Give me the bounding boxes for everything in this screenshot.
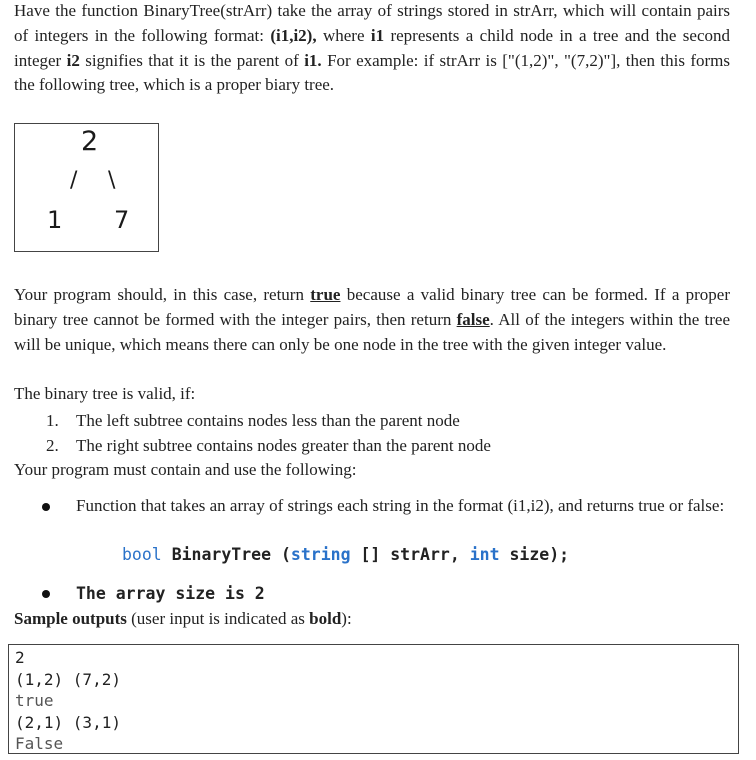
sample-outputs-label: Sample outputs (user input is indicated as bold): [14, 609, 352, 628]
sample-console [8, 644, 739, 754]
must-contain-line: Your program must contain and use the following: [14, 460, 357, 479]
false-keyword: false [456, 309, 490, 329]
function-signature: bool BinaryTree (string [] strArr, int size); [122, 545, 570, 564]
console-line: (1,2) (7,2) [15, 669, 121, 689]
tree-diagram [14, 123, 159, 252]
console-line: (2,1) (3,1) [15, 712, 121, 732]
tree-left-edge: / [70, 168, 78, 193]
tree-right-edge: \ [108, 168, 116, 193]
tree-right-node: 7 [114, 206, 130, 234]
intro-paragraph: Have the function BinaryTree(strArr) take the array of strings stored in strArr, which will contain pairs of integers in the following format: (i1,i2), where i1 represents a child node in a tree and the second integer i2 signifies that it is the parent of i1. For example: if strArr is ["(1,2)", "(7,2)"], then this forms the following tree, which is a proper biary tree. [14, 1, 730, 95]
return-paragraph: Your program should, in this case, return true because a valid binary tree can be formed. If a proper binary tree cannot be formed with the integer pairs, then return false. All of the integers within the tree will be unique, which means there can only be one node in the tree with the given integer value. [14, 285, 731, 354]
bullet-icon [42, 590, 52, 600]
rule-item-2: 2. The right subtree contains nodes greater than the parent node [46, 436, 491, 455]
array-size-bullet: The array size is 2 [76, 584, 265, 603]
valid-heading: The binary tree is valid, if: [14, 384, 196, 403]
true-keyword: true [310, 285, 341, 304]
console-line: False [15, 734, 64, 753]
function-bullet-text: Function that takes an array of strings each string in the format (i1,i2), and returns true or false: [76, 496, 725, 515]
format-bold: (i1,i2), [270, 25, 317, 45]
rule-item-1: 1. The left subtree contains nodes less than the parent node [46, 411, 460, 430]
tree-left-node: 1 [47, 206, 63, 234]
console-line: true [15, 691, 54, 710]
bullet-icon [42, 503, 52, 513]
console-line: 2 [15, 648, 25, 667]
tree-root-node: 2 [81, 126, 99, 157]
